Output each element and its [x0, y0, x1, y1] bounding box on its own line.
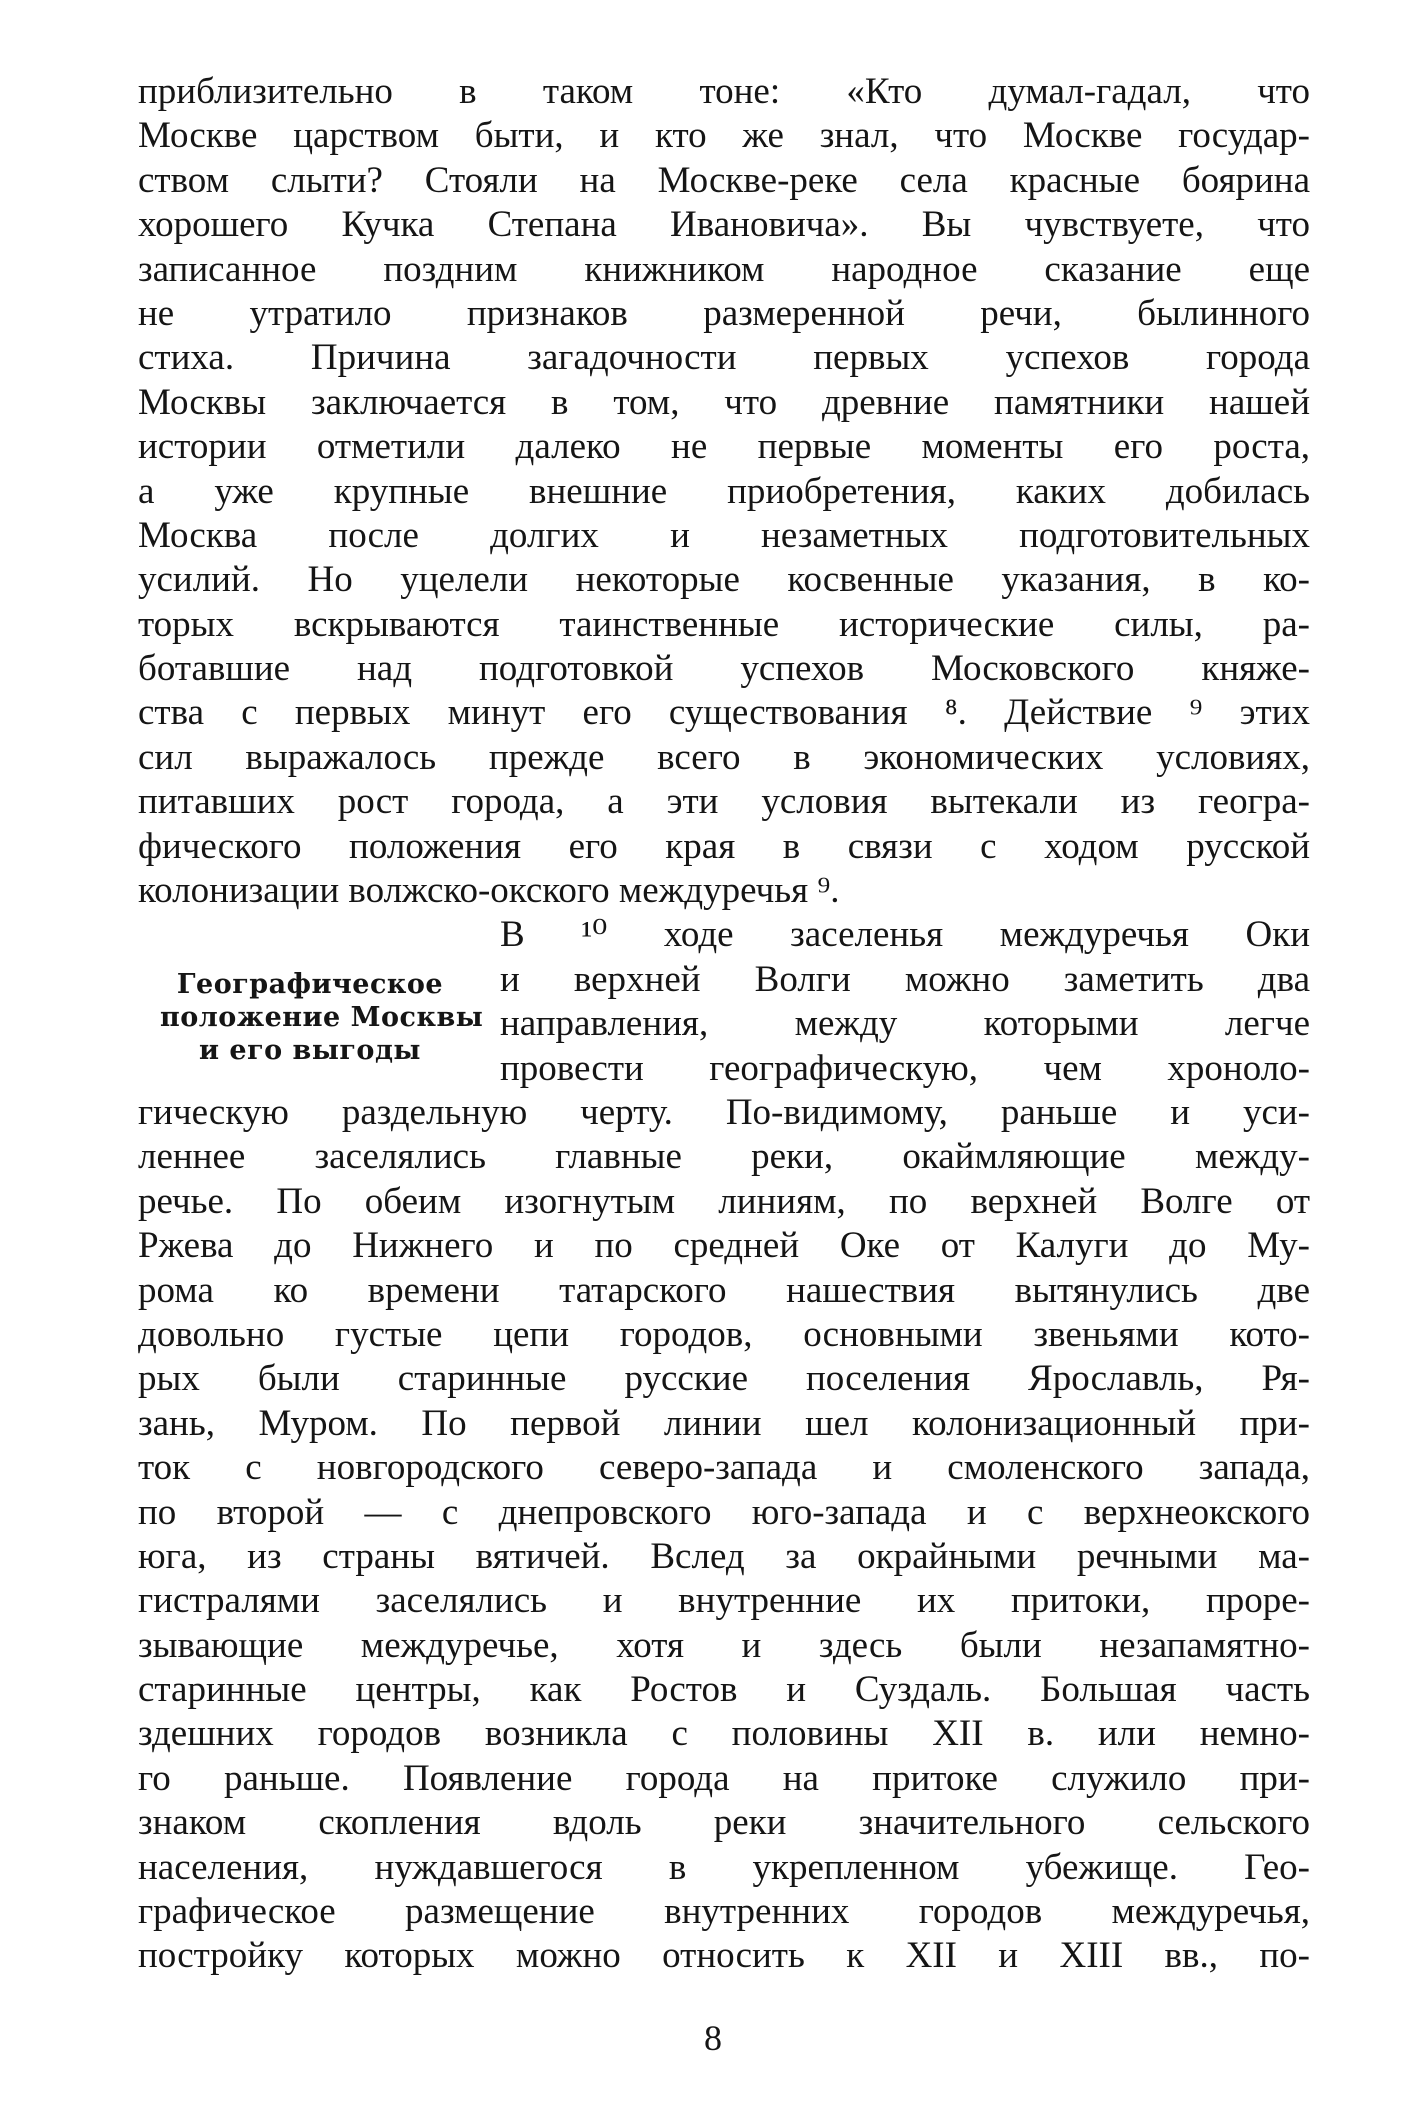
- text-line: Ржева до Нижнего и по средней Оке от Калуги до Му-: [138, 1225, 1310, 1267]
- text-line: населения, нуждавшегося в укрепленном убежище. Гео-: [138, 1846, 1310, 1888]
- text-line: довольно густые цепи городов, основными звеньями кото-: [138, 1313, 1310, 1355]
- marginal-heading-line: и его выгоды: [199, 1035, 421, 1066]
- text-line: зывающие междуречье, хотя и здесь были незапамятно-: [138, 1624, 1310, 1666]
- text-line: по второй — с днепровского юго-запада и с верхнеокского: [138, 1491, 1310, 1533]
- text-line: здешних городов возникла с половины XII в. или немно-: [138, 1713, 1310, 1755]
- text-line: ством слыти? Стояли на Москве-реке села красные боярина: [138, 159, 1310, 201]
- text-line: гическую раздельную черту. По-видимому, раньше и уси-: [138, 1091, 1310, 1133]
- text-line: леннее заселялись главные реки, окаймляющие между-: [138, 1136, 1310, 1178]
- text-line: постройку которых можно относить к XII и XIII вв., по-: [138, 1935, 1310, 1977]
- page-number: 8: [704, 2018, 722, 2058]
- text-line: питавших рост города, а эти условия вытекали из геогра-: [138, 781, 1310, 823]
- text-line: хорошего Кучка Степана Ивановича». Вы чувствуете, что: [138, 204, 1310, 246]
- text-line: зань, Муром. По первой линии шел колонизационный при-: [138, 1402, 1310, 1444]
- text-line: направления, между которыми легче: [500, 1003, 1310, 1045]
- text-line: юга, из страны вятичей. Вслед за окрайными речными ма-: [138, 1535, 1310, 1577]
- text-line: истории отметили далеко не первые моменты его роста,: [138, 426, 1310, 468]
- text-line: колонизации волжско-окского междуречья ⁹.: [138, 870, 840, 912]
- marginal-heading-line: Географическое: [176, 969, 444, 1000]
- text-line: сил выражалось прежде всего в экономических условиях,: [138, 736, 1310, 778]
- text-line: рома ко времени татарского нашествия вытянулись две: [138, 1269, 1310, 1311]
- text-line: Москва после долгих и незаметных подготовительных: [138, 514, 1310, 556]
- text-line: провести географическую, чем хроноло-: [500, 1047, 1310, 1089]
- text-line: рых были старинные русские поселения Ярославль, Ря-: [138, 1358, 1310, 1400]
- text-line: Москвы заключается в том, что древние памятники нашей: [138, 381, 1310, 423]
- text-line: ботавшие над подготовкой успехов Московского княже-: [138, 648, 1310, 690]
- text-line: торых вскрываются таинственные исторические силы, ра-: [138, 603, 1310, 645]
- text-line: приблизительно в таком тоне: «Кто думал-гадал, что: [138, 71, 1310, 112]
- text-line: и верхней Волги можно заметить два: [500, 958, 1310, 1000]
- text-line: записанное поздним книжником народное сказание еще: [138, 248, 1310, 290]
- text-line: речье. По обеим изогнутым линиям, по верхней Волге от: [138, 1180, 1310, 1222]
- text-line: усилий. Но уцелели некоторые косвенные указания, в ко-: [138, 559, 1310, 601]
- text-line: ток с новгородского северо-запада и смоленского запада,: [138, 1447, 1310, 1489]
- text-line: го раньше. Появление города на притоке служило при-: [138, 1757, 1310, 1799]
- text-line: стиха. Причина загадочности первых успехов города: [138, 337, 1310, 379]
- marginal-heading: [160, 968, 484, 1067]
- text-line: а уже крупные внешние приобретения, каких добилась: [138, 470, 1310, 512]
- text-line: не утратило признаков размеренной речи, былинного: [138, 292, 1310, 334]
- text-line: ства с первых минут его существования ⁸. Действие ⁹ этих: [138, 692, 1310, 734]
- text-line: старинные центры, как Ростов и Суздаль. Большая часть: [138, 1669, 1310, 1711]
- text-line: Москве царством быти, и кто же знал, что Москве государ-: [138, 115, 1310, 157]
- text-line: гистралями заселялись и внутренние их притоки, проре-: [138, 1580, 1310, 1622]
- text-line: знаком скопления вдоль реки значительного сельского: [138, 1802, 1310, 1844]
- text-line: В ¹⁰ ходе заселенья междуречья Оки: [500, 914, 1310, 956]
- marginal-heading-line: положение Москвы: [160, 1002, 484, 1033]
- text-line: графическое размещение внутренних городов междуречья,: [138, 1891, 1310, 1933]
- text-line: фического положения его края в связи с ходом русской: [138, 825, 1310, 867]
